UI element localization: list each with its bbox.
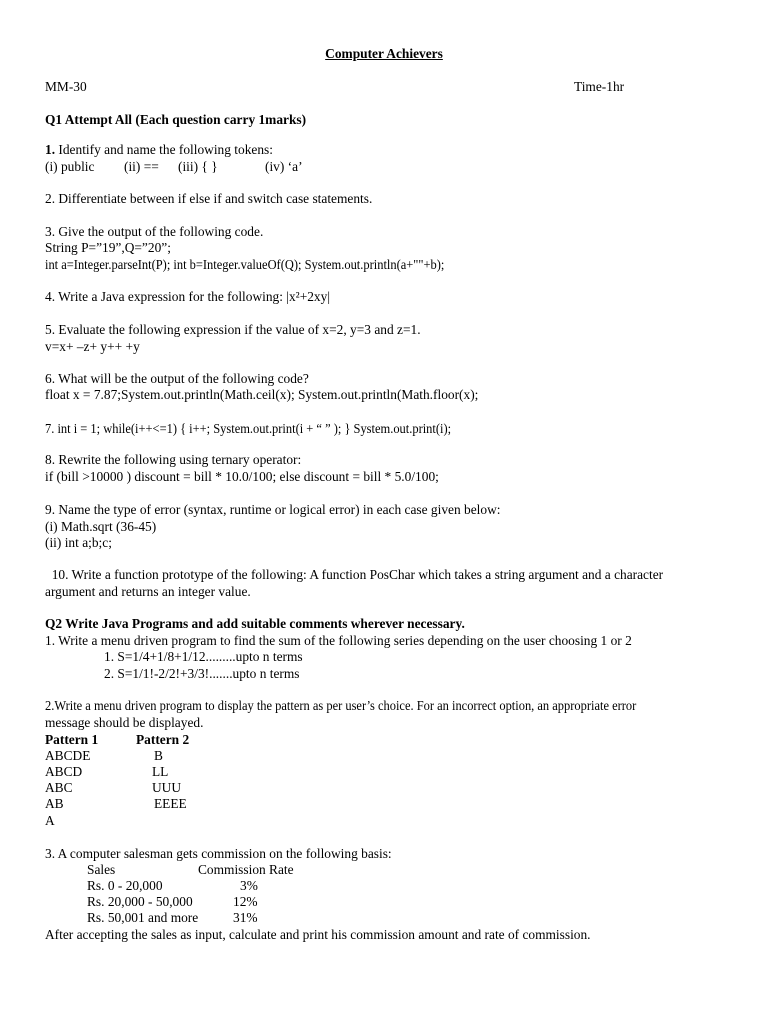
q2-3-text: 3. A computer salesman gets commission on the following basis: [45, 846, 392, 861]
pattern-1-row: A [45, 813, 55, 828]
table-cell-sales: Rs. 20,000 - 50,000 [87, 894, 193, 909]
q1-6-code: float x = 7.87;System.out.println(Math.ceil(x); System.out.println(Math.floor(x); [45, 387, 479, 402]
q1-8-code: if (bill >10000 ) discount = bill * 10.0/100; else discount = bill * 5.0/100; [45, 469, 439, 484]
pattern-2-row: B [154, 748, 163, 763]
q1-3-code-line2-text: int a=Integer.parseInt(P); int b=Integer.valueOf(Q); System.out.println(a+""+b); [45, 257, 445, 272]
q1-5-expression: v=x+ –z+ y++ +y [45, 339, 140, 354]
pattern-2-row: UUU [152, 780, 182, 795]
q2-2-line2: message should be displayed. [45, 715, 204, 730]
q1-3-code-line1: String P=”19”,Q=”20”; [45, 240, 171, 255]
max-marks: MM-30 [45, 79, 87, 94]
q1-6-text: 6. What will be the output of the following code? [45, 371, 309, 386]
q1-9-text: 9. Name the type of error (syntax, runtime or logical error) in each case given below: [45, 502, 501, 517]
q2-2-line1 [45, 698, 681, 714]
q2-1-series-1: 1. S=1/4+1/8+1/12.........upto n terms [104, 649, 303, 664]
q1-3-text: 3. Give the output of the following code. [45, 224, 264, 239]
q1-1-token-iv: (iv) ‘a’ [265, 159, 303, 174]
q1-9-case-i: (i) Math.sqrt (36-45) [45, 519, 157, 534]
pattern-1-row: AB [45, 796, 64, 811]
q1-1-token-ii: (ii) == [124, 159, 159, 174]
page-title: Computer Achievers [325, 46, 443, 61]
pattern-1-row: ABCD [45, 764, 83, 779]
q2-2-line1-text: 2.Write a menu driven program to display the pattern as per user’s choice. For an incorrect option, an appropriate error [45, 698, 637, 713]
q1-heading: Q1 Attempt All (Each question carry 1marks) [45, 112, 307, 127]
q1-2-text: 2. Differentiate between if else if and switch case statements. [45, 191, 373, 206]
q1-10-line2: argument and returns an integer value. [45, 584, 251, 599]
q1-10-line1: 10. Write a function prototype of the following: A function PosChar which takes a string argument and a character [45, 567, 664, 582]
q1-9-case-ii: (ii) int a;b;c; [45, 535, 112, 550]
time-limit: Time-1hr [574, 79, 625, 94]
q1-7-text [45, 421, 482, 437]
pattern-1-row: ABCDE [45, 748, 91, 763]
table-header-rate: Commission Rate [198, 862, 294, 877]
table-cell-sales: Rs. 0 - 20,000 [87, 878, 163, 893]
q1-8-text: 8. Rewrite the following using ternary operator: [45, 452, 302, 467]
q1-1-prompt [45, 142, 273, 158]
q2-1-text: 1. Write a menu driven program to find the sum of the following series depending on the user choosing 1 or 2 [45, 633, 632, 648]
pattern-1-row: ABC [45, 780, 73, 795]
q1-1-token-i: (i) public [45, 159, 95, 174]
pattern-2-row: LL [152, 764, 169, 779]
q1-1-number: 1. [45, 142, 56, 157]
q1-3-code-line2 [45, 257, 474, 273]
q1-1-token-iii: (iii) { } [178, 159, 218, 174]
q2-heading: Q2 Write Java Programs and add suitable comments wherever necessary. [45, 616, 465, 631]
q2-3-instruction: After accepting the sales as input, calculate and print his commission amount and rate of commission. [45, 927, 591, 942]
table-cell-rate: 12% [233, 894, 258, 909]
pattern-2-heading: Pattern 2 [136, 732, 190, 747]
table-cell-sales: Rs. 50,001 and more [87, 910, 199, 925]
q1-7-text-inner: 7. int i = 1; while(i++<=1) { i++; System.out.print(i + “ ” ); } System.out.print(i); [45, 421, 452, 436]
q1-4-text: 4. Write a Java expression for the following: |x²+2xy| [45, 289, 331, 304]
q2-1-series-2: 2. S=1/1!-2/2!+3/3!.......upto n terms [104, 666, 300, 681]
table-cell-rate: 3% [240, 878, 258, 893]
pattern-1-heading: Pattern 1 [45, 732, 99, 747]
q1-5-text: 5. Evaluate the following expression if the value of x=2, y=3 and z=1. [45, 322, 421, 337]
table-cell-rate: 31% [233, 910, 258, 925]
table-header-sales: Sales [87, 862, 116, 877]
pattern-2-row: EEEE [154, 796, 187, 811]
q1-1-text: Identify and name the following tokens: [55, 142, 273, 157]
